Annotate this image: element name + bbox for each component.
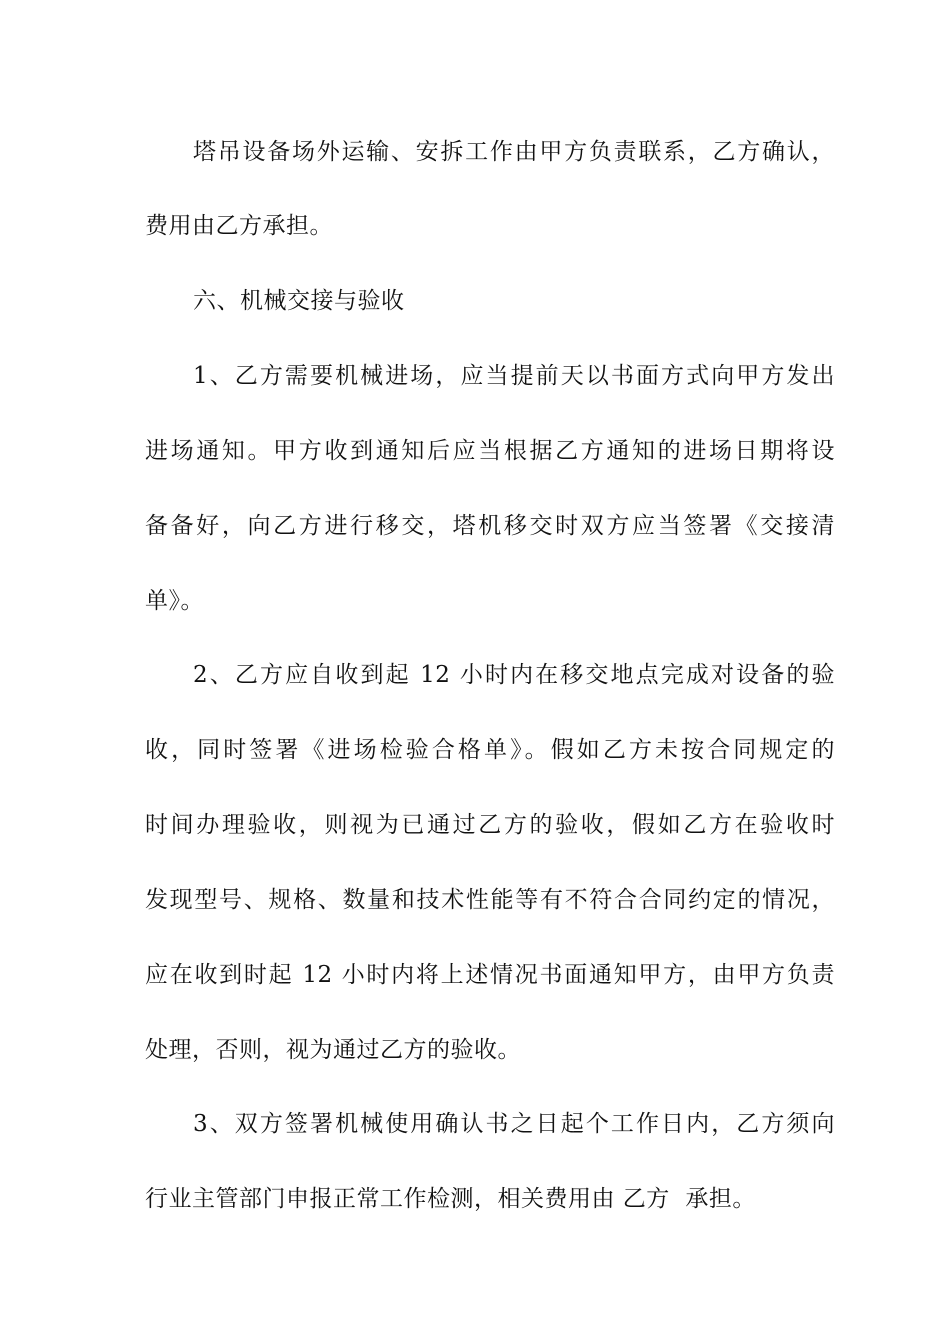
paragraph-line: 2、乙方应自收到起 12 小时内在移交地点完成对设备的验: [193, 662, 835, 688]
paragraph-line: 发现型号、规格、数量和技术性能等有不符合合同约定的情况，: [145, 887, 835, 913]
paragraph-line: 应在收到时起 12 小时内将上述情况书面通知甲方，由甲方负责: [145, 962, 835, 988]
paragraph-line: 收，同时签署《进场检验合格单》。假如乙方未按合同规定的: [145, 737, 835, 763]
section-heading: 六、机械交接与验收: [193, 288, 405, 314]
paragraph-line: 3、双方签署机械使用确认书之日起个工作日内，乙方须向: [193, 1111, 835, 1137]
paragraph-line: 进场通知。甲方收到通知后应当根据乙方通知的进场日期将设: [145, 438, 835, 464]
paragraph-line: 行业主管部门申报正常工作检测，相关费用由 乙方 承担。: [145, 1186, 756, 1212]
paragraph-line: 备备好，向乙方进行移交，塔机移交时双方应当签署《交接清: [145, 513, 835, 539]
paragraph-line: 费用由乙方承担。: [145, 213, 333, 239]
paragraph-line: 处理，否则，视为通过乙方的验收。: [145, 1037, 521, 1063]
paragraph-line: 单》。: [145, 588, 204, 614]
paragraph-line: 1、乙方需要机械进场，应当提前天以书面方式向甲方发出: [193, 363, 835, 389]
paragraph-line: 时间办理验收，则视为已通过乙方的验收，假如乙方在验收时: [145, 812, 835, 838]
paragraph-line: 塔吊设备场外运输、安拆工作由甲方负责联系，乙方确认，: [193, 139, 835, 165]
